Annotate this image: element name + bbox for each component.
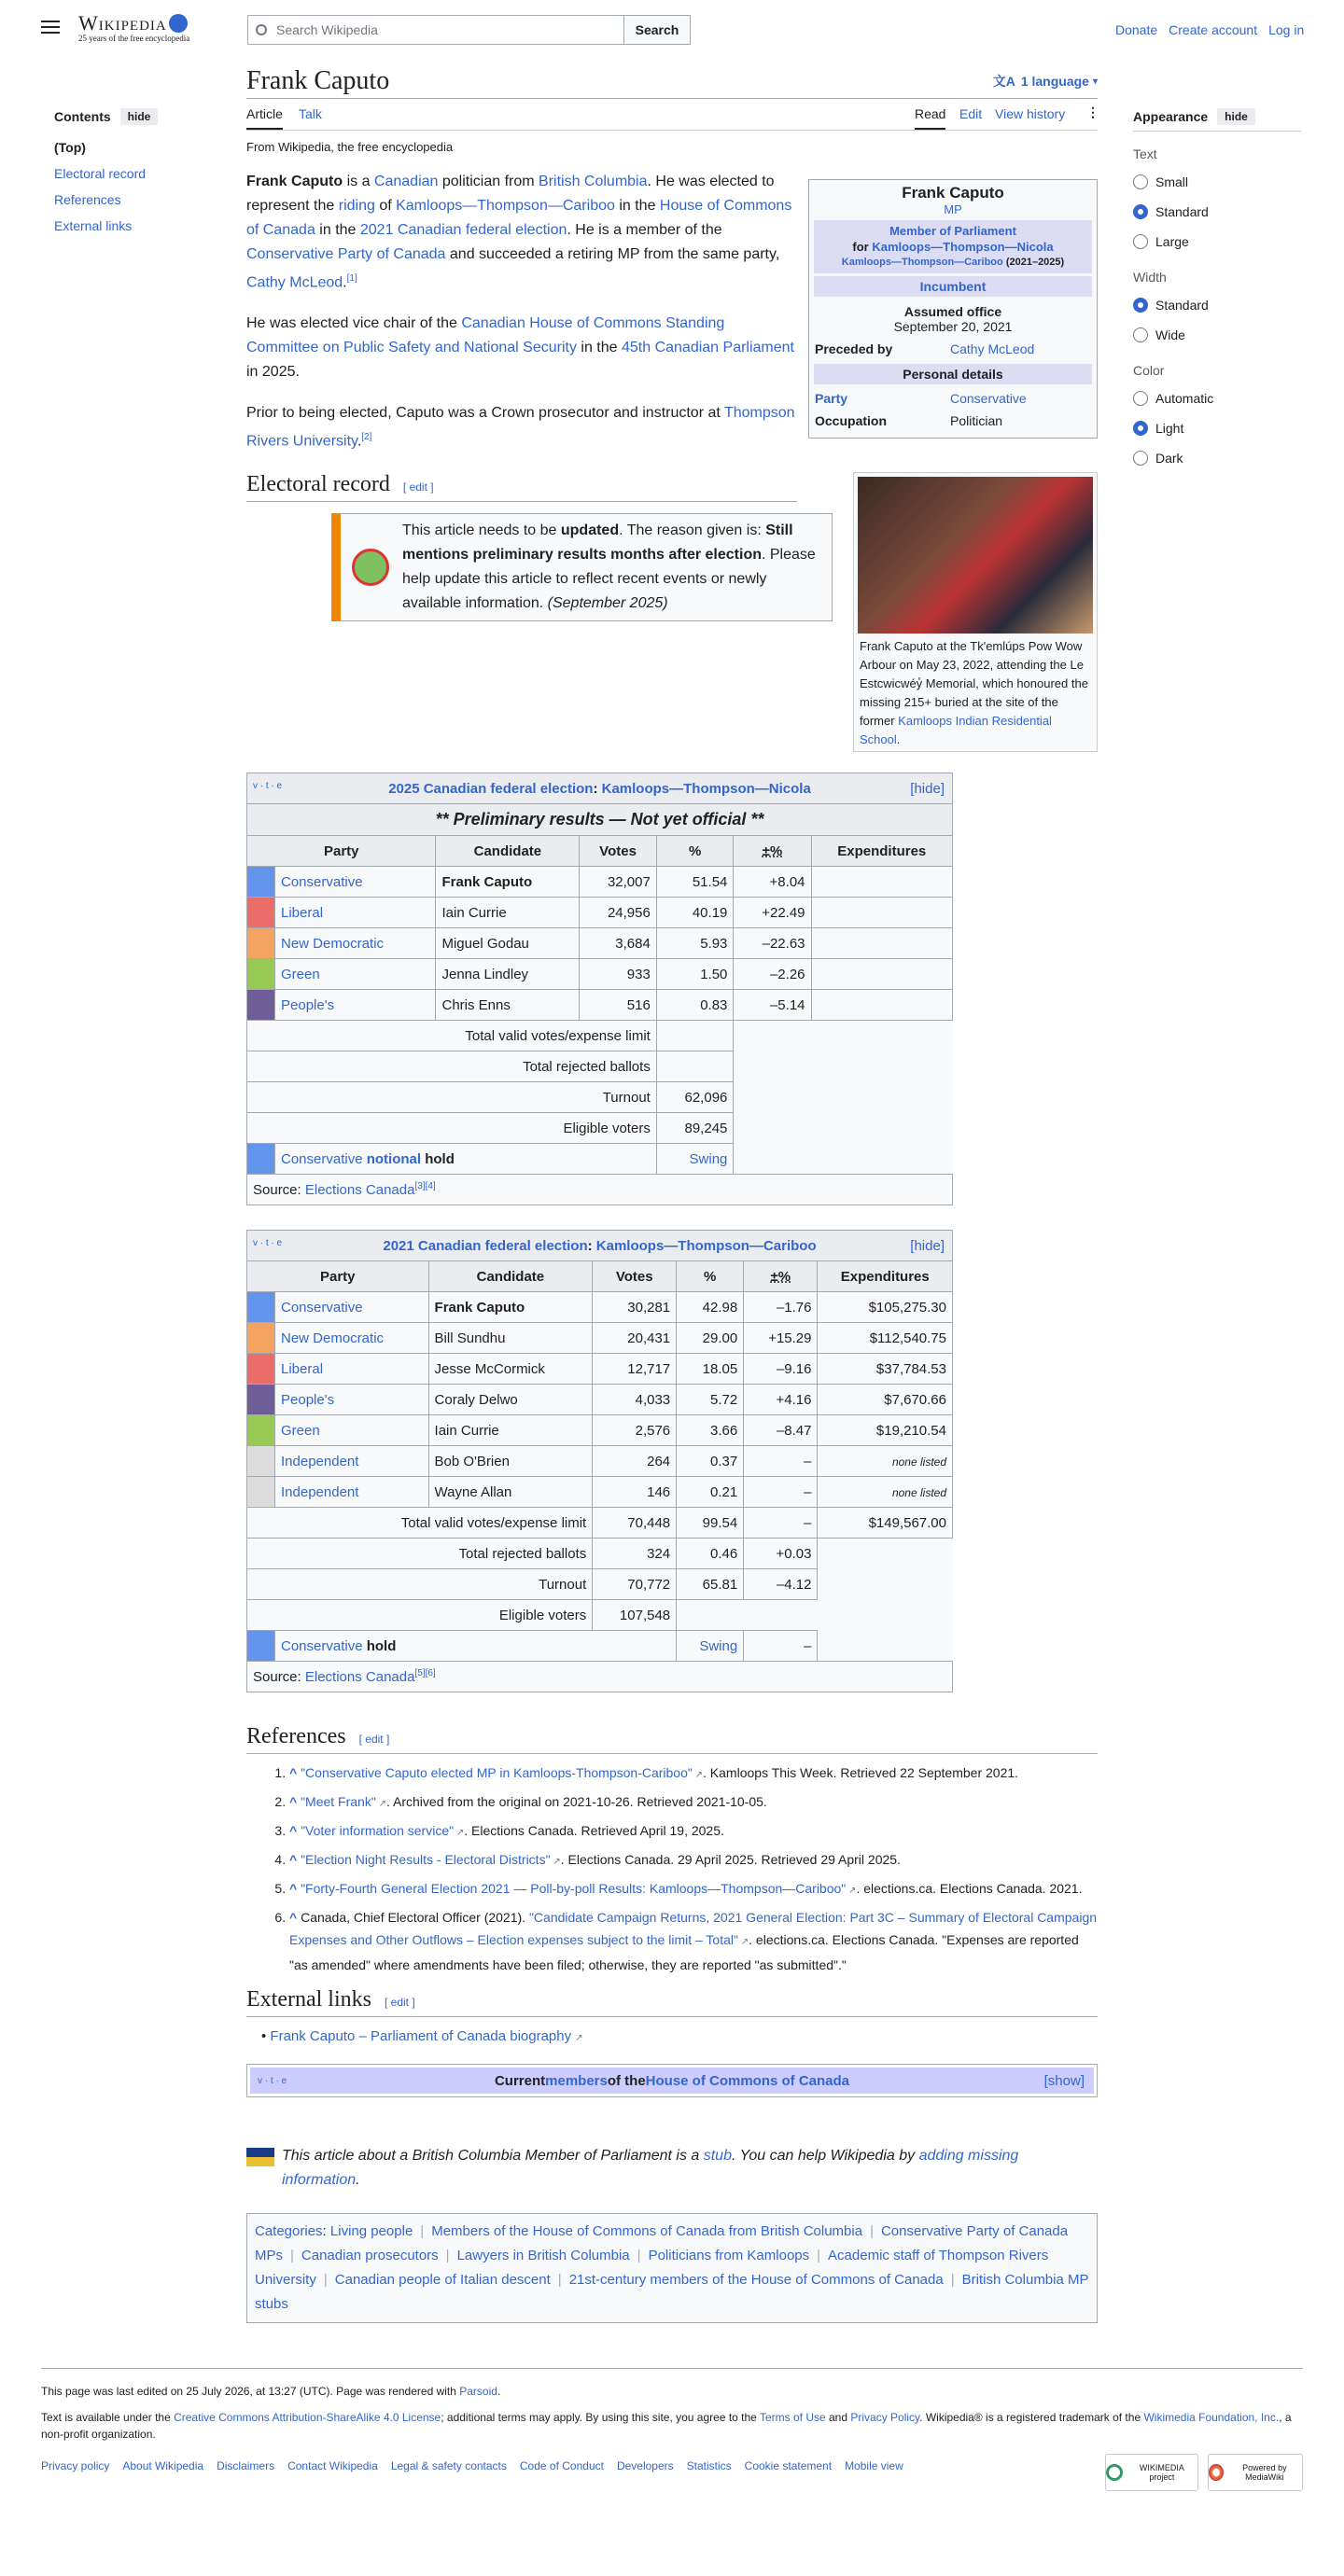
reference-item: 3. ^ "Voter information service" ↗. Elections Canada. Retrieved April 19, 2025. (289, 1819, 1098, 1845)
election-box-2025: v · t · e 2025 Canadian federal election: Kamloops—Thompson—Nicola [hide] ** Preliminary results — Not yet official ** Party Candidate Votes % ±% Expenditures Conservative Frank Caputo 32,007 51.54 +8.04 Liberal Iain Currie 24,956 40.19 +22.49 New Democratic Miguel Godau 3,684 5.93 –22.63 Green Jenna Lindley 933 1.50 –2.26 People's Chris Enns 516 0.83 –5.14 Total valid votes/expense limit Total rejected ballots Turnout 62,096 Eligible voters 89,245 Conservative notional hold Swing Source: Elections Canada[3][4] (246, 773, 953, 1205)
external-edit-link[interactable]: [ edit ] (384, 1996, 415, 2009)
donate-link[interactable]: Donate (1115, 22, 1158, 37)
privacy-link[interactable]: Privacy Policy (850, 2411, 920, 2424)
link-riding[interactable]: riding (338, 198, 375, 214)
external-link-icon: ↗ (846, 1886, 857, 1896)
references-edit-link[interactable]: [ edit ] (358, 1733, 390, 1746)
candidate-name: Bob O'Brien (428, 1446, 593, 1477)
expenditure-cell: $19,210.54 (818, 1415, 953, 1446)
party-link[interactable]: New Democratic (275, 928, 436, 959)
caret-up-icon[interactable]: ^ (289, 1852, 301, 1867)
main-menu-icon[interactable] (41, 21, 60, 34)
language-button[interactable]: 文A 1 language ▾ (992, 74, 1098, 89)
residential-school-link[interactable]: Kamloops Indian Residential School (860, 714, 1052, 746)
category-link[interactable]: Canadian people of Italian descent (334, 2272, 551, 2288)
text-standard-radio[interactable]: Standard (1133, 204, 1301, 219)
party-link[interactable]: New Democratic (275, 1323, 429, 1354)
table-row (247, 867, 953, 898)
caret-up-icon[interactable]: ^ (289, 1910, 301, 1925)
infobox-occupation: Politician (950, 413, 1003, 428)
votes-cell: 4,033 (593, 1385, 677, 1415)
candidate-name: Frank Caputo (436, 867, 580, 898)
change-cell: –2.26 (734, 959, 811, 990)
expenditure-cell (811, 928, 952, 959)
members-link[interactable]: members (545, 2072, 608, 2089)
percent-cell: 51.54 (656, 867, 734, 898)
party-link[interactable]: People's (275, 990, 436, 1021)
table-row (247, 1446, 953, 1477)
change-cell: –1.76 (744, 1292, 818, 1323)
wmf-link[interactable]: Wikimedia Foundation, Inc. (1143, 2411, 1280, 2424)
width-standard-radio[interactable]: Standard (1133, 298, 1301, 313)
photo-frame (853, 472, 1098, 752)
login-link[interactable]: Log in (1268, 22, 1305, 37)
color-dark-radio[interactable]: Dark (1133, 451, 1301, 466)
preliminary-notice: ** Preliminary results — Not yet official ** (247, 804, 953, 836)
expenditure-cell: $105,275.30 (818, 1292, 953, 1323)
party-link[interactable]: Liberal (275, 898, 436, 928)
party-color-swatch (247, 1292, 275, 1323)
party-color-swatch (247, 959, 275, 990)
stub-link[interactable]: stub (703, 2148, 732, 2164)
table-row (247, 1354, 953, 1385)
stub-notice: This article about a British Columbia Member of Parliament is a stub. You can help Wikipedia by adding missing information. (246, 2144, 1098, 2193)
footer-link[interactable]: Developers (616, 2459, 674, 2472)
infobox-name: Frank Caputo (902, 184, 1004, 202)
link-thompson-rivers[interactable]: Thompson Rivers University (246, 405, 795, 450)
votes-cell: 516 (580, 990, 657, 1021)
last-edited: This page was last edited on 25 July 2026, at 13:27 (UTC). Page was rendered with Parsoid. (41, 2385, 501, 2398)
title-2021-link[interactable]: 2021 Canadian federal election (383, 1237, 588, 1254)
source-2025-link[interactable]: Elections Canada (304, 1182, 415, 1198)
license-link[interactable]: Creative Commons Attribution-ShareAlike 4.0 License (174, 2411, 441, 2424)
percent-cell: 3.66 (677, 1415, 744, 1446)
table-row (247, 959, 953, 990)
create-account-link[interactable]: Create account (1169, 22, 1258, 37)
intro-paragraph-1: Frank Caputo is a Canadian politician from British Columbia. He was elected to represent the riding of Kamloops—Thompson—Cariboo in the House of Commons of Canada in the 2021 Canadian federal election. He is a member of the Conservative Party of Canada and succeeded a retiring MP from the same party, Cathy McLeod.[1] (246, 174, 792, 291)
infobox-party-link[interactable]: Conservative (950, 391, 1027, 406)
source-2021-link[interactable]: Elections Canada (304, 1669, 415, 1685)
hold-party-2025[interactable]: Conservative (281, 1150, 363, 1167)
expenditure-cell: none listed (818, 1446, 953, 1477)
electoral-record-heading: Electoral record [ edit ] (246, 472, 797, 502)
vte-navbox[interactable]: v · t · e (258, 2075, 287, 2086)
caret-up-icon[interactable]: ^ (289, 1881, 301, 1896)
language-icon: 文A (992, 74, 1015, 89)
footer-link[interactable]: Privacy policy (41, 2459, 110, 2472)
change-cell: –8.47 (744, 1415, 818, 1446)
footer-link[interactable]: Legal & safety contacts (390, 2459, 507, 2472)
category-link[interactable]: Canadian prosecutors (301, 2248, 439, 2263)
footer-link[interactable]: Cookie statement (744, 2459, 833, 2472)
search-placeholder: Search Wikipedia (276, 22, 378, 37)
change-cell: +15.29 (744, 1323, 818, 1354)
external-link-icon: ↗ (737, 1937, 749, 1947)
mediawiki-icon (1209, 2464, 1224, 2481)
license-text: Text is available under the Creative Commons Attribution-ShareAlike 4.0 License; additional terms may apply. By using this site, you agree to the Terms of Use and Privacy Policy. Wikipedia® is a registered trademark of the Wikimedia Foundation, Inc., a non-profit organization. (41, 2411, 1292, 2441)
clock-update-icon (352, 549, 389, 586)
parliament-bio-link[interactable]: Frank Caputo – Parliament of Canada biography (270, 2028, 572, 2044)
infobox-personal: Personal details (814, 364, 1092, 384)
table-row (247, 1323, 953, 1354)
category-link[interactable]: 21st-century members of the House of Commons of Canada (568, 2272, 944, 2288)
office-riding-link[interactable]: Kamloops—Thompson—Nicola (872, 240, 1054, 254)
reference-link[interactable]: "Voter information service" (301, 1823, 455, 1838)
party-link[interactable]: Independent (275, 1477, 429, 1508)
caret-up-icon[interactable]: ^ (289, 1765, 301, 1780)
parsoid-link[interactable]: Parsoid (459, 2385, 497, 2398)
link-cathy-mcleod[interactable]: Cathy McLeod (246, 274, 343, 291)
external-link-item: • Frank Caputo – Parliament of Canada biography ↗ (261, 2028, 583, 2044)
terms-link[interactable]: Terms of Use (759, 2411, 826, 2424)
table-row (247, 1477, 953, 1508)
categories-box: Categories: Living people | Members of the House of Commons of Canada from British Columbia | Conservative Party of Canada MPs | Canadian prosecutors | Lawyers in British Columbia | Politicians from Kamloops | Academic staff of Thompson Rivers University | Canadian people of Italian descent | 21st-century members of the House of Commons of Canada | British Columbia MP stubs (246, 2213, 1098, 2323)
election-box-2021: v · t · e 2021 Canadian federal election: Kamloops—Thompson—Cariboo [hide] Party Candidate Votes % ±% Expenditures Conservative Frank Caputo 30,281 42.98 –1.76 $105,275.30 New Democratic Bill Sundhu 20,431 29.00 +15.29 $112,540.75 Liberal Jesse McCormick 12,717 18.05 –9.16 $37,784.53 People's Coraly Delwo 4,033 5.72 +4.16 $7,670.66 Green Iain Currie 2,576 3.66 –8.47 $19,210.54 Independent Bob O'Brien 264 0.37 – none listed Independent Wayne Allan 146 0.21 – none listed Total valid votes/expense limit 70,448 99.54 – $149,567.00 Total rejected ballots 324 0.46 +0.03 Turnout 70,772 65.81 –4.12 Eligible voters 107,548 Conservative hold Swing – Source: Elections Canada[5][6] (246, 1230, 953, 1692)
house-link[interactable]: House of Commons of Canada (645, 2072, 850, 2089)
infobox-honorific[interactable]: MP (944, 202, 962, 216)
reference-item: 1. ^ "Conservative Caputo elected MP in Kamloops-Thompson-Cariboo" ↗. Kamloops This Week. Retrieved 22 September 2021. (289, 1761, 1098, 1787)
party-color-swatch (247, 898, 275, 928)
external-link-icon: ↗ (575, 2033, 583, 2043)
votes-cell: 12,717 (593, 1354, 677, 1385)
infobox: Frank Caputo MP Member of Parliament for Kamloops—Thompson—Nicola Kamloops—Thompson—Cariboo (2021–2025) Incumbent Assumed office September 20, 2021 Preceded by Cathy McLeod Personal details Party Conservative Occupation Politician (808, 179, 1098, 439)
footer-link[interactable]: Statistics (686, 2459, 732, 2472)
references-heading: References [ edit ] (246, 1724, 1098, 1754)
link-2021-election[interactable]: 2021 Canadian federal election (359, 222, 567, 238)
reference-item: 2. ^ "Meet Frank" ↗. Archived from the original on 2021-10-26. Retrieved 2021-10-05. (289, 1790, 1098, 1816)
votes-cell: 264 (593, 1446, 677, 1477)
tab-talk[interactable]: Talk (299, 106, 322, 121)
office-link[interactable]: Member of Parliament (889, 224, 1016, 238)
party-link[interactable]: Liberal (275, 1354, 429, 1385)
candidate-name: Jesse McCormick (428, 1354, 593, 1385)
footer-link[interactable]: Contact Wikipedia (287, 2459, 378, 2472)
table-of-contents (54, 108, 222, 244)
intro (246, 170, 797, 471)
percent-cell: 0.21 (677, 1477, 744, 1508)
percent-cell: 29.00 (677, 1323, 744, 1354)
navbox-show-button[interactable]: [show] (1043, 2072, 1085, 2089)
votes-cell: 20,431 (593, 1323, 677, 1354)
more-tools-icon[interactable]: ⋮ (1086, 104, 1099, 119)
appearance-hide-button[interactable]: hide (1217, 108, 1255, 125)
candidate-name: Wayne Allan (428, 1477, 593, 1508)
update-notice: This article needs to be updated. The reason given is: Still mentions preliminary results months after election. Please help update this article to reflect recent events or newly available information. (September 2025) (331, 513, 833, 621)
percent-cell: 5.72 (677, 1385, 744, 1415)
external-links-heading: External links [ edit ] (246, 1987, 1098, 2017)
footer-link[interactable]: Disclaimers (217, 2459, 275, 2472)
party-link[interactable]: Green (275, 1415, 429, 1446)
from-wikipedia: From Wikipedia, the free encyclopedia (246, 140, 454, 154)
electoral-edit-link[interactable]: [ edit ] (402, 480, 434, 494)
search-icon (256, 24, 267, 35)
tab-edit[interactable]: Edit (959, 106, 983, 121)
toc-item-electoral-record[interactable]: Electoral record (54, 166, 147, 181)
party-color-swatch (247, 1415, 275, 1446)
riding-2021-link[interactable]: Kamloops—Thompson—Cariboo (595, 1237, 817, 1254)
width-label: Width (1133, 270, 1167, 285)
party-color-swatch (247, 1354, 275, 1385)
page-title: Frank Caputo (246, 66, 390, 95)
external-link-icon: ↗ (692, 1770, 704, 1780)
bc-flag-icon (246, 2148, 274, 2166)
percent-cell: 0.37 (677, 1446, 744, 1477)
link-kamloops-thompson-cariboo[interactable]: Kamloops—Thompson—Cariboo (396, 198, 615, 214)
hide-2025-button[interactable]: [hide] (910, 780, 945, 797)
party-color-swatch (247, 990, 275, 1021)
reference-link[interactable]: "Election Night Results - Electoral Districts" (301, 1852, 551, 1867)
party-link[interactable]: Conservative (275, 867, 436, 898)
reference-link[interactable]: "Candidate Campaign Returns, 2021 General Election: Part 3C – Summary of Electoral Campaign Expenses and Other Outflows – Election expenses subject to the limit – Total" (289, 1910, 1098, 1947)
party-color-swatch (247, 1446, 275, 1477)
table-row (247, 990, 953, 1021)
party-color-swatch (247, 928, 275, 959)
party-link[interactable]: Independent (275, 1446, 429, 1477)
color-light-radio[interactable]: Light (1133, 421, 1301, 436)
change-cell: –22.63 (734, 928, 811, 959)
change-cell: –9.16 (744, 1354, 818, 1385)
change-cell: – (744, 1446, 818, 1477)
toc-hide-button[interactable]: hide (120, 108, 159, 125)
vte-2025[interactable]: v · t · e (253, 780, 283, 791)
link-conservative-party[interactable]: Conservative Party of Canada (246, 246, 446, 262)
intro-paragraph-3: Prior to being elected, Caputo was a Crown prosecutor and instructor at Thompson Rivers University.[2] (246, 405, 795, 450)
party-link[interactable]: Green (275, 959, 436, 990)
votes-cell: 2,576 (593, 1415, 677, 1446)
width-wide-radio[interactable]: Wide (1133, 327, 1301, 342)
search-button[interactable]: Search (623, 15, 691, 45)
party-color-swatch (247, 1477, 275, 1508)
logo-tagline: 25 years of the free encyclopedia (78, 34, 190, 43)
change-cell: +8.04 (734, 867, 811, 898)
party-label-link[interactable]: Party (815, 391, 848, 406)
party-color-swatch (247, 1323, 275, 1354)
table-row (247, 928, 953, 959)
party-link[interactable]: Conservative (275, 1292, 429, 1323)
category-link[interactable]: Living people (329, 2223, 413, 2239)
link-canadian[interactable]: Canadian (373, 174, 439, 189)
reference-list (289, 1761, 1098, 1980)
external-link-icon: ↗ (550, 1857, 561, 1867)
footer-link[interactable]: About Wikipedia (122, 2459, 204, 2472)
votes-cell: 24,956 (580, 898, 657, 928)
text-large-radio[interactable]: Large (1133, 234, 1301, 249)
change-cell: +4.16 (744, 1385, 818, 1415)
photo-caption: Frank Caputo at the Tk'emlúps Pow Wow Arbour on May 23, 2022, attending the Le Estcwicwéy̓ Memorial, which honoured the missing 215+ buried at the site of the former Kamloops Indian Residential School. (860, 639, 1088, 746)
footer-links (41, 2458, 903, 2474)
candidate-name: Iain Currie (428, 1415, 593, 1446)
link-house-of-commons[interactable]: House of Commons of Canada (246, 198, 792, 238)
table-row (247, 1292, 953, 1323)
table-row (247, 898, 953, 928)
toc-item-top[interactable]: (Top) (54, 140, 86, 155)
toc-title: Contents (54, 109, 111, 124)
footer-link[interactable]: Code of Conduct (519, 2459, 604, 2472)
candidate-name: Coraly Delwo (428, 1385, 593, 1415)
candidate-name: Iain Currie (436, 898, 580, 928)
category-link[interactable]: Lawyers in British Columbia (456, 2248, 630, 2263)
toc-item-external-links[interactable]: External links (54, 218, 133, 233)
votes-cell: 30,281 (593, 1292, 677, 1323)
wikipedia-logo[interactable] (78, 11, 189, 43)
table-row (247, 1385, 953, 1415)
tab-view-history[interactable]: View history (995, 106, 1066, 121)
change-cell: –5.14 (734, 990, 811, 1021)
reference-item: 4. ^ "Election Night Results - Electoral Districts" ↗. Elections Canada. 29 April 2025. Retrieved 29 April 2025. (289, 1848, 1098, 1873)
party-color-swatch (247, 1385, 275, 1415)
hide-2021-button[interactable]: [hide] (910, 1237, 945, 1254)
frank-caputo-photo[interactable] (858, 477, 1093, 634)
wikimedia-icon (1106, 2464, 1123, 2481)
expenditure-cell (811, 990, 952, 1021)
change-cell: – (744, 1477, 818, 1508)
infobox-office: Member of Parliament for Kamloops—Thompson—Nicola Kamloops—Thompson—Cariboo (2021–2025) (814, 220, 1092, 273)
caret-up-icon[interactable]: ^ (289, 1823, 301, 1838)
link-british-columbia[interactable]: British Columbia (539, 174, 648, 189)
expenditure-cell (811, 898, 952, 928)
change-cell: +22.49 (734, 898, 811, 928)
wikimedia-badge[interactable]: WIKIMEDIA project (1105, 2454, 1198, 2491)
title-2025-link[interactable]: 2025 Canadian federal election (388, 780, 594, 797)
puzzle-globe-icon (169, 14, 188, 33)
party-link[interactable]: People's (275, 1385, 429, 1415)
reference-link[interactable]: "Forty-Fourth General Election 2021 — Poll-by-poll Results: Kamloops—Thompson—Cariboo" (301, 1881, 847, 1896)
category-link[interactable]: Members of the House of Commons of Canada from British Columbia (431, 2223, 863, 2239)
category-link[interactable]: Conservative Party of Canada MPs (255, 2223, 1069, 2263)
percent-cell: 18.05 (677, 1354, 744, 1385)
appearance-title: Appearance (1133, 109, 1209, 124)
infobox-incumbent[interactable]: Incumbent (814, 276, 1092, 297)
riding-2025-link[interactable]: Kamloops—Thompson—Nicola (601, 780, 811, 797)
candidate-name: Frank Caputo (428, 1292, 593, 1323)
swing-2021-link[interactable]: Swing (699, 1637, 738, 1654)
candidate-name: Chris Enns (436, 990, 580, 1021)
intro-paragraph-2: He was elected vice chair of the Canadian House of Commons Standing Committee on Public Safety and National Security in the 45th Canadian Parliament in 2025. (246, 315, 794, 381)
expenditure-cell: none listed (818, 1477, 953, 1508)
votes-cell: 146 (593, 1477, 677, 1508)
link-45th-parliament[interactable]: 45th Canadian Parliament (621, 340, 794, 356)
candidate-name: Miguel Godau (436, 928, 580, 959)
percent-cell: 40.19 (656, 898, 734, 928)
color-label: Color (1133, 363, 1165, 378)
link-standing-committee[interactable]: Canadian House of Commons Standing Committee on Public Safety and National Security (246, 315, 725, 356)
categories-label[interactable]: Categories (255, 2223, 323, 2239)
category-link[interactable]: Politicians from Kamloops (648, 2248, 810, 2263)
candidate-name: Bill Sundhu (428, 1323, 593, 1354)
expenditure-cell (811, 959, 952, 990)
percent-cell: 0.83 (656, 990, 734, 1021)
party-color-swatch (247, 867, 275, 898)
chevron-down-icon: ▾ (1092, 76, 1098, 87)
expenditure-cell: $37,784.53 (818, 1354, 953, 1385)
appearance-panel (1133, 108, 1301, 480)
color-automatic-radio[interactable]: Automatic (1133, 391, 1301, 406)
adding-info-link[interactable]: adding missing information (282, 2148, 1019, 2188)
reference-link[interactable]: "Meet Frank" (301, 1794, 376, 1809)
percent-cell: 1.50 (656, 959, 734, 990)
table-row (247, 1415, 953, 1446)
citation-1[interactable]: [1] (346, 273, 357, 284)
external-link-icon: ↗ (375, 1799, 386, 1809)
external-link-icon: ↗ (454, 1828, 465, 1838)
percent-cell: 5.93 (656, 928, 734, 959)
expenditure-cell: $7,670.66 (818, 1385, 953, 1415)
footer-link[interactable]: Mobile view (845, 2459, 903, 2472)
expenditure-cell: $112,540.75 (818, 1323, 953, 1354)
hold-party-2021[interactable]: Conservative (281, 1637, 363, 1654)
vte-2021[interactable]: v · t · e (253, 1237, 283, 1248)
infobox-assumed: Assumed office (903, 304, 1002, 319)
text-size-label: Text (1133, 146, 1157, 161)
mediawiki-badge[interactable]: Powered by MediaWiki (1208, 2454, 1303, 2491)
category-link[interactable]: British Columbia MP stubs (255, 2272, 1089, 2312)
reference-link[interactable]: "Conservative Caputo elected MP in Kamloops-Thompson-Cariboo" (301, 1765, 693, 1780)
votes-cell: 3,684 (580, 928, 657, 959)
category-link[interactable]: Academic staff of Thompson Rivers University (255, 2248, 1049, 2288)
expenditure-cell (811, 867, 952, 898)
citation-2[interactable]: [2] (361, 432, 372, 443)
percent-cell: 42.98 (677, 1292, 744, 1323)
reference-item: 6. ^ Canada, Chief Electoral Officer (2021). "Candidate Campaign Returns, 2021 General Election: Part 3C – Summary of Electoral Campaign Expenses and Other Outflows – Election expenses subject to the limit – Total" ↗. elections.ca. Elections Canada. "Expenses are reported "as amended" where amendments have been filed; otherwise, they are reported "as submitted"." (289, 1906, 1098, 1976)
votes-cell: 32,007 (580, 867, 657, 898)
candidate-name: Jenna Lindley (436, 959, 580, 990)
tab-read[interactable]: Read (915, 106, 945, 130)
text-small-radio[interactable]: Small (1133, 174, 1301, 189)
logo-wordmark: Wikipedia (78, 11, 167, 35)
swing-2025-link[interactable]: Swing (689, 1150, 728, 1167)
search-input[interactable] (247, 15, 625, 45)
infobox-assumed-date: September 20, 2021 (893, 319, 1013, 334)
votes-cell: 933 (580, 959, 657, 990)
office-sub-link[interactable]: Kamloops—Thompson—Cariboo (841, 257, 1003, 268)
toc-item-references[interactable]: References (54, 192, 121, 207)
navbox-house-members: v · t · e Current members of the House of Commons of Canada [show] (246, 2064, 1098, 2097)
infobox-preceded-link[interactable]: Cathy McLeod (950, 341, 1035, 356)
reference-item: 5. ^ "Forty-Fourth General Election 2021 — Poll-by-poll Results: Kamloops—Thompson—Cariboo" ↗. elections.ca. Elections Canada. 2021. (289, 1877, 1098, 1902)
tab-article[interactable]: Article (246, 106, 283, 130)
caret-up-icon[interactable]: ^ (289, 1794, 301, 1809)
